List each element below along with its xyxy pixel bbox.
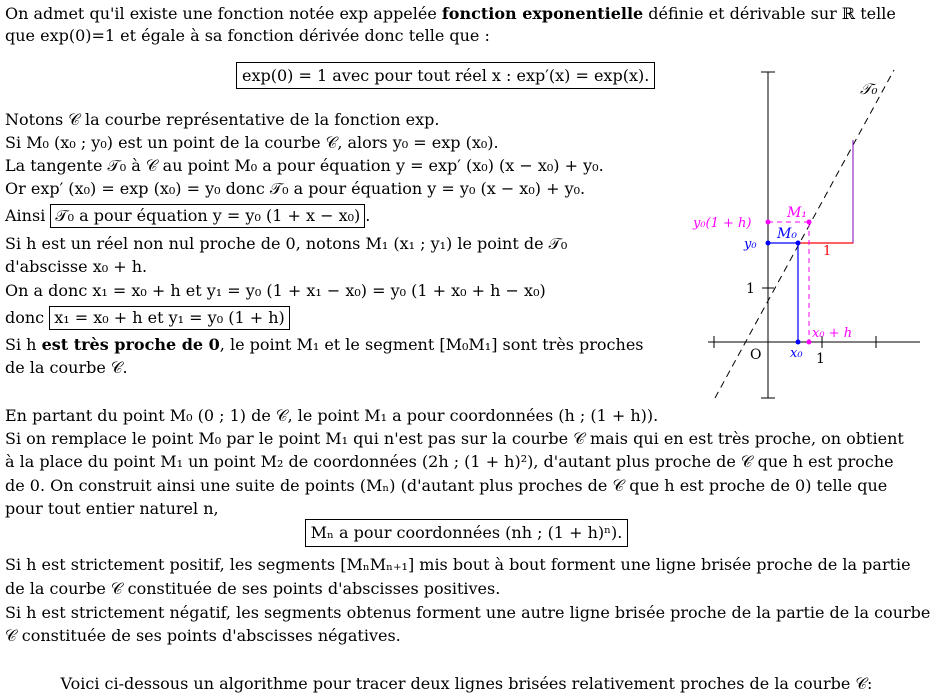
label-m0: M₀ xyxy=(777,226,797,242)
intro-line-1: On admet qu'il existe une fonction notée exp appelée fonction exponentielle définie et dérivable sur ℝ telle xyxy=(5,4,896,23)
tangent-line-t0 xyxy=(715,70,894,398)
point-x1 xyxy=(807,340,812,345)
sequence-box-row xyxy=(0,519,933,547)
label-t0: 𝒯₀ xyxy=(860,80,878,98)
body-line-8: On a donc x₁ = x₀ + h et y₁ = y₀ (1 + x₁ − x₀) = y₀ (1 + x₀ + h − x₀) xyxy=(5,281,546,300)
intro-line-2: que exp(0)=1 et égale à sa fonction dérivée donc telle que : xyxy=(5,26,490,45)
point-y1 xyxy=(766,220,771,225)
body-line-5: Ainsi 𝒯₀ a pour équation y = y₀ (1 + x − x₀) . xyxy=(5,204,370,228)
label-x0: x₀ xyxy=(790,346,803,361)
label-y0-1h: y₀(1 + h) xyxy=(693,216,752,231)
point-x0 xyxy=(796,340,801,345)
label-1-y: 1 xyxy=(746,281,755,297)
tangent-equation-box: 𝒯₀ a pour équation y = y₀ (1 + x − x₀) xyxy=(50,204,365,228)
label-x0h: x₀ + h xyxy=(812,326,853,341)
body-line-1: Notons 𝒞 la courbe représentative de la fonction exp. xyxy=(5,110,440,129)
slope-triangle xyxy=(808,140,853,243)
cont-line-10: Voici ci-dessous un algorithme pour tracer deux lignes brisées relativement proches de la courbe 𝒞: xyxy=(60,674,873,693)
m1-coordinates-box: x₁ = x₀ + h et y₁ = y₀ (1 + h) xyxy=(49,306,290,330)
cont-line-3: à la place du point M₁ un point M₂ de coordonnées (2h ; (1 + h)²), d'autant plus proche de 𝒞 que h est proche xyxy=(5,452,894,471)
label-y0: y₀ xyxy=(744,237,757,252)
body-line-7: d'abscisse x₀ + h. xyxy=(5,257,148,276)
cont-line-8: Si h est strictement négatif, les segments obtenus forment une autre ligne brisée proche de la partie de la courbe xyxy=(5,603,931,622)
label-origin: O xyxy=(750,347,762,363)
label-1-slope: 1 xyxy=(823,244,832,259)
point-y0 xyxy=(766,241,771,246)
body-line-9: donc x₁ = x₀ + h et y₁ = y₀ (1 + h) xyxy=(5,306,290,330)
body-line-3: La tangente 𝒯₀ à 𝒞 au point M₀ a pour équation y = exp′ (x₀) (x − x₀) + y₀. xyxy=(5,156,604,175)
label-m1: M₁ xyxy=(787,205,807,221)
body-line-2: Si M₀ (x₀ ; y₀) est un point de la courbe 𝒞, alors y₀ = exp (x₀). xyxy=(5,133,499,152)
definition-box: exp(0) = 1 avec pour tout réel x : exp′(x) = exp(x). xyxy=(236,62,655,89)
cont-line-6: Si h est strictement positif, les segments [MₙMₙ₊₁] mis bout à bout forment une ligne brisée proche de la partie xyxy=(5,555,911,574)
cont-line-5: pour tout entier naturel n, xyxy=(5,499,219,518)
sequence-box: Mₙ a pour coordonnées (nh ; (1 + h)ⁿ). xyxy=(305,519,629,547)
cont-line-9: 𝒞 constituée de ses points d'abscisses négatives. xyxy=(5,626,401,645)
body-line-11: de la courbe 𝒞. xyxy=(5,358,128,377)
body-line-4: Or exp′ (x₀) = exp (x₀) = y₀ donc 𝒯₀ a pour équation y = y₀ (x − x₀) + y₀. xyxy=(5,179,586,198)
cont-line-1: En partant du point M₀ (0 ; 1) de 𝒞, le point M₁ a pour coordonnées (h ; (1 + h)). xyxy=(5,406,659,425)
body-line-6: Si h est un réel non nul proche de 0, notons M₁ (x₁ ; y₁) le point de 𝒯₀ xyxy=(5,234,568,253)
body-line-10: Si h est très proche de 0, le point M₁ et le segment [M₀M₁] sont très proches xyxy=(5,335,644,354)
cont-line-4: de 0. On construit ainsi une suite de points (Mₙ) (d'autant plus proches de 𝒞 que h est proche de 0) telle que xyxy=(5,476,888,495)
point-m1 xyxy=(807,220,812,225)
cont-line-2: Si on remplace le point M₀ par le point M₁ qui n'est pas sur la courbe 𝒞 mais qui en est très proche, on obtient xyxy=(5,429,904,448)
cont-line-7: de la courbe 𝒞 constituée de ses points d'abscisses positives. xyxy=(5,579,501,598)
tangent-figure xyxy=(688,62,928,408)
label-1-x: 1 xyxy=(816,351,825,367)
